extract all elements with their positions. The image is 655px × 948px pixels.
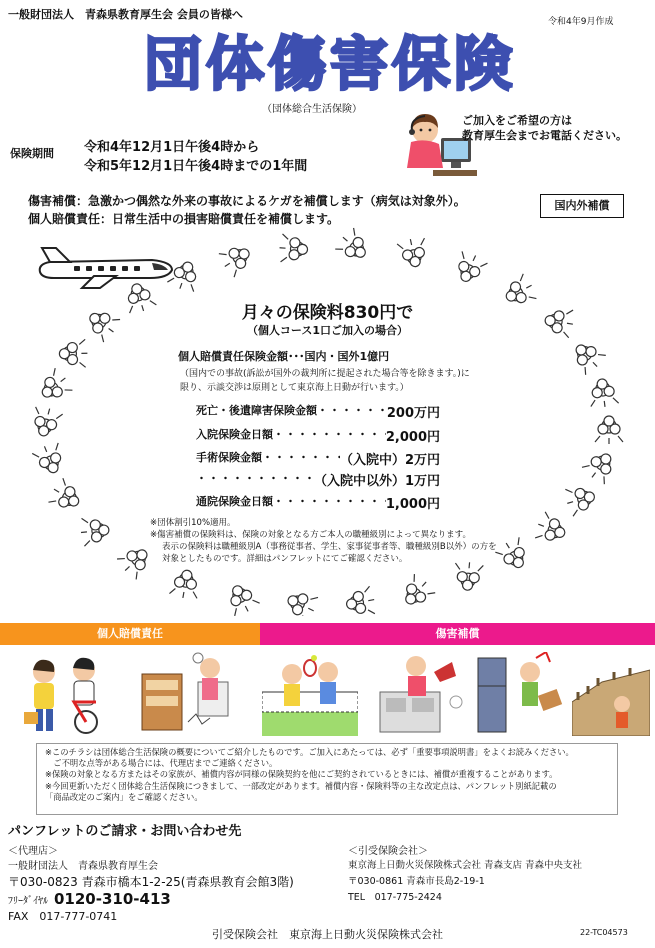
cloud-puff-icon [47,477,85,515]
note-line: ※保険の対象となる方またはその家族が、補償内容が同様の保険契約を他にご契約されているときには、補償が重複することがあります。 [45,769,558,780]
footnote: 対象としたものです。詳細はパンフレットにてご確認ください。 [162,554,408,564]
cloud-puff-icon [533,511,569,547]
cloud-puff-icon [344,586,377,616]
cloud-puff-icon [29,405,63,439]
note-line: ※このチラシは団体総合生活保険の概要についてご紹介したものです。ご加入にあたっては、必ず「重要事項説明書」をよくお読みください。 [45,747,574,757]
agent-heading: ＜代理店＞ [8,846,58,857]
great-wall-illustration [572,652,650,736]
insurer-name: 東京海上日動火災保険株式会社 青森支店 青森中央支社 [348,860,583,871]
benefit-label: 死亡・後遺障害保険金額 [196,404,317,417]
cloud-puff-icon [59,339,87,367]
cloud-puff-icon [494,536,533,575]
freedial-number[interactable]: 0120-310-413 [54,890,171,908]
benefit-row-surgery [196,449,440,468]
benefit-row-outpatient [196,493,440,512]
benefit-label: 入院保険金日額 [196,428,273,441]
benefit-value: 200万円 [386,406,440,421]
benefit-row-surgery-outpatient [196,470,440,489]
benefit-label: 通院保険金日額 [196,495,273,508]
cloud-puff-icon [116,541,156,581]
cloud-puff-icon [35,367,74,406]
contact-line-1: ご加入をご希望の方は [462,114,572,127]
injury-coverage: 傷害補償：急激かつ偶然な外来の事故によるケガを補償します（病気は対象外）。 [28,194,466,208]
cloud-puff-icon [588,377,619,408]
benefit-label: 手術保険金額 [196,451,262,464]
benefit-row-death [196,402,440,421]
bicycle-accident-illustration [14,652,110,736]
footer-insurer: 引受保険会社 東京海上日動火災保険株式会社 [212,928,443,941]
intl-coverage-badge: 国内外補償 [540,194,624,218]
disclaimer-notes [36,743,618,815]
note-line: ご不明な点等がある場合には、代理店までご連絡ください。 [45,758,278,769]
cloud-puff-icon [397,573,437,613]
liability-note-1: （国内での事故(訴訟が国外の裁判所に提起された場合等を除きます。)に [180,369,470,379]
note-line: 「商品改定のご案内」をご確認ください。 [45,791,203,802]
cloud-puff-icon [80,516,111,547]
document-code: 22-TC04573 [580,928,628,937]
tennis-injury-illustration [262,652,358,736]
cloud-puff-icon [451,250,488,287]
contact-line-2: 教育厚生会までお電話ください。 [462,129,627,142]
liability-coverage: 個人賠償責任：日常生活中の損害賠償責任を補償します。 [28,212,340,226]
insurer-address: 〒030-0861 青森市長島2-19-1 [348,876,485,887]
footnote: ※団体割引10%適用。 [150,518,236,528]
agent-address: 〒030-0823 青森市橋本1-2-25(青森県教育会館3階) [8,875,294,889]
period-start: 令和4年12月1日午後4時から [84,140,260,155]
cloud-puff-icon [31,441,67,477]
band-liability: 個人賠償責任 [0,623,260,645]
insurer-heading: ＜引受保険会社＞ [348,846,428,857]
note-line: ※今回更新いただく団体総合生活保険につきまして、一部改定があります。補償内容・保険料等の主な改定点は、パンフレット別紙記載の [45,780,557,791]
cloud-puff-icon [282,586,319,616]
benefit-value: （入院中）2万円 [339,453,440,468]
cloud-puff-icon [453,561,483,591]
monthly-premium-headline: 月々の保険料830円で [241,303,414,323]
band-injury: 傷害補償 [260,623,655,645]
agent-name: 一般財団法人 青森県教育厚生会 [8,861,158,872]
benefit-value: 2,000円 [385,430,440,445]
cloud-puff-icon [217,240,256,279]
header-recipient: 一般財団法人 青森県教育厚生会 会員の皆様へ [8,8,243,21]
subtitle: （団体総合生活保険） [262,104,362,115]
fridge-accident-illustration [474,652,564,736]
liability-limit: 個人賠償責任保険金額･･･国内・国外1億円 [178,350,390,363]
liability-note-2: 限り、示談交渉は原則として東京海上日動が行います。） [180,383,409,393]
main-title-text: 団体傷害保険 [143,30,517,96]
broken-item-illustration [138,652,234,736]
cloud-puff-icon [223,580,261,616]
freedial-row [8,890,171,908]
cloud-puff-icon [279,234,309,264]
insurer-tel[interactable]: TEL 017-775-2424 [348,892,442,903]
created-date: 令和4年9月作成 [548,17,614,27]
footnote: ※傷害補償の保険料は、保険の対象となる方ご本人の職種級別によって異なります。 [150,530,471,540]
cloud-puff-icon [169,568,201,600]
footnote: 表示の保険料は職種級別A（事務従事者、学生、家事従事者等、職種級別B以外）の方を [162,542,497,552]
cloud-puff-icon [581,447,620,486]
freedial-label: ﾌﾘｰﾀﾞｲﾔﾙ [8,896,48,907]
main-title [120,30,540,96]
agent-fax: FAX 017-777-0741 [8,910,118,923]
kitchen-accident-illustration [376,652,470,736]
monthly-premium-sub: （個人コース1口ご加入の場合） [246,324,409,337]
cloud-puff-icon [568,337,608,377]
period-end: 令和5年12月1日午後4時までの1年間 [84,159,308,174]
period-label: 保険期間 [10,147,54,160]
cloud-puff-icon [595,416,623,444]
inquiry-title: パンフレットのご請求・お問い合わせ先 [8,824,242,839]
benefit-row-hospital [196,426,440,445]
cloud-puff-icon [397,236,430,269]
benefit-value: （入院中以外）1万円 [313,474,440,489]
benefit-value: 1,000円 [385,497,440,512]
airplane-icon [34,246,176,290]
cloud-puff-icon [334,227,374,267]
cloud-puff-icon [563,482,598,517]
